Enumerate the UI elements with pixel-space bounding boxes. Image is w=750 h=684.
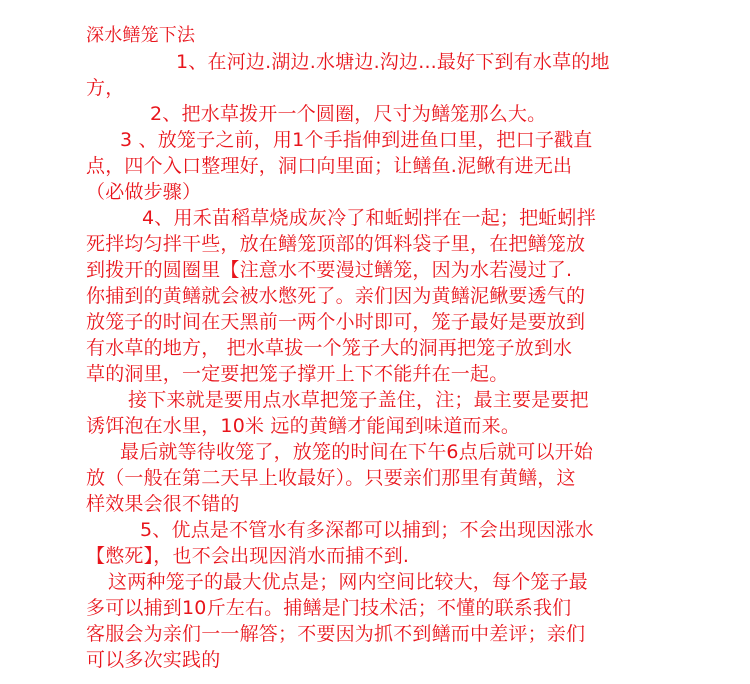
text-line: 方，: [86, 77, 125, 99]
text-line: 放（一般在第二天早上收最好）。只要亲们那里有黄鳝，这: [86, 467, 576, 489]
text-line: 诱饵泡在水里，10米 远的黄鳝才能闻到味道而来。: [86, 415, 521, 437]
document-title: 深水鳝笼下法: [86, 25, 196, 46]
text-line: 到拨开的圆圈里【注意水不要漫过鳝笼，因为水若漫过了.: [86, 259, 573, 281]
text-line: 可以多次实践的: [86, 649, 221, 671]
text-line: 草的洞里，一定要把笼子撑开上下不能幷在一起。: [86, 363, 509, 385]
text-line: 【憋死】，也不会出现因消水而捕不到.: [86, 545, 410, 567]
text-line: 2、把水草拨开一个圆圈，尺寸为鳝笼那么大。: [150, 103, 547, 125]
text-line: 点，四个入口整理好，洞口向里面；让鳝鱼.泥鳅有进无出: [86, 155, 573, 177]
text-line: 这两种笼子的最大优点是；网内空间比较大，每个笼子最: [108, 571, 589, 593]
text-line: 多可以捕到10斤左右。捕鳝是门技术活；不懂的联系我们: [86, 597, 572, 619]
text-line: 5、优点是不管水有多深都可以捕到；不会出现因涨水: [140, 519, 594, 541]
text-line: 你捕到的黄鳝就会被水憋死了。亲们因为黄鳝泥鳅要透气的: [86, 285, 586, 307]
text-line: 接下来就是要用点水草把笼子盖住，注；最主要是要把: [128, 389, 589, 411]
text-line: 客服会为亲们一一解答；不要因为抓不到鳝而中差评；亲们: [86, 623, 586, 645]
text-line: 最后就等待收笼了，放笼的时间在下午6点后就可以开始: [120, 441, 594, 463]
text-line: 有水草的地方， 把水草拔一个笼子大的洞再把笼子放到水: [86, 337, 573, 359]
text-line: 1、在河边.湖边.水塘边.沟边...最好下到有水草的地: [176, 51, 610, 73]
text-line: 4、用禾苗稻草烧成灰冷了和蚯蚓拌在一起；把蚯蚓拌: [142, 207, 596, 229]
text-line: 死拌均匀拌干些，放在鳝笼顶部的饵料袋子里，在把鳝笼放: [86, 233, 586, 255]
text-line: 放笼子的时间在天黑前一两个小时即可，笼子最好是要放到: [86, 311, 586, 333]
text-line: （必做步骤）: [86, 181, 202, 203]
text-line: 样效果会很不错的: [86, 493, 240, 515]
text-line: 3 、放笼子之前，用1个手指伸到进鱼口里，把口子戳直: [120, 129, 593, 151]
